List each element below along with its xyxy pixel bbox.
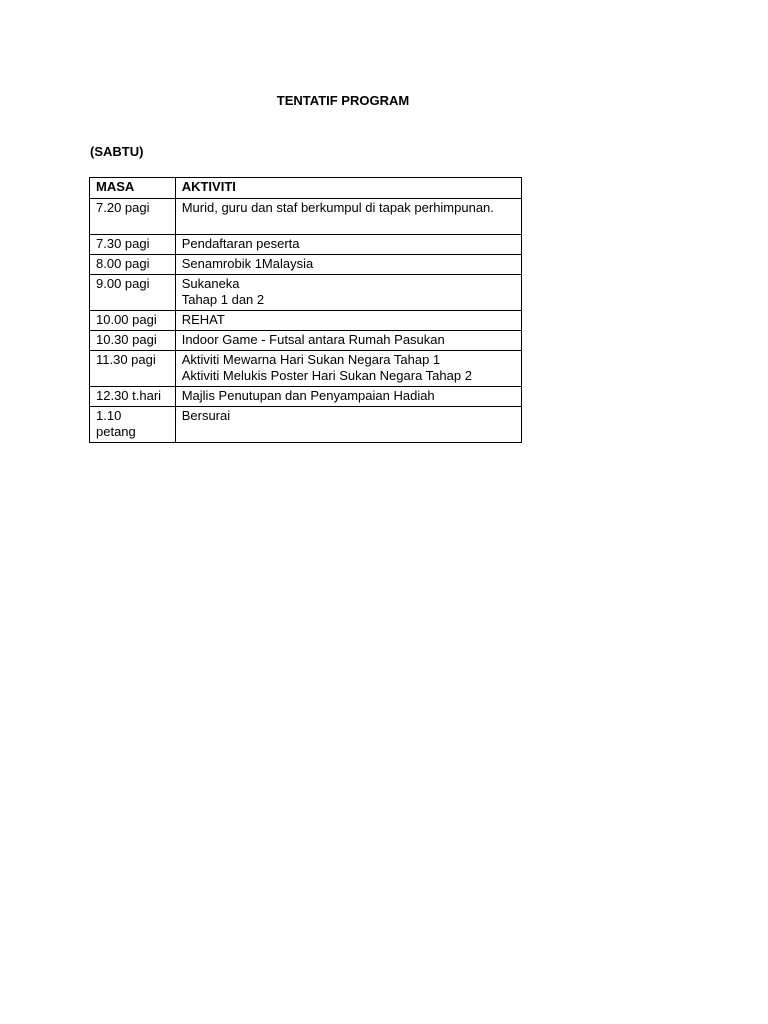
cell-aktiviti xyxy=(175,387,521,407)
masa-text: 7.30 pagi xyxy=(96,236,150,251)
aktiviti-text: Indoor Game - Futsal antara Rumah Pasukan xyxy=(181,332,445,347)
masa-text: 1.10 xyxy=(96,408,122,423)
aktiviti-text: Majlis Penutupan dan Penyampaian Hadiah xyxy=(181,388,435,403)
aktiviti-text: Aktiviti Mewarna Hari Sukan Negara Tahap 1 xyxy=(181,352,441,367)
masa-text: 7.20 pagi xyxy=(96,200,150,215)
aktiviti-text: Tahap 1 dan 2 xyxy=(181,292,265,307)
cell-aktiviti xyxy=(175,407,521,443)
masa-text: 10.30 pagi xyxy=(96,332,157,347)
table-row xyxy=(90,255,522,275)
cell-aktiviti xyxy=(175,331,521,351)
table-row xyxy=(90,199,522,235)
day-label: (SABTU) xyxy=(90,144,144,159)
cell-aktiviti xyxy=(175,255,521,275)
table-row xyxy=(90,235,522,255)
aktiviti-text: Bersurai xyxy=(181,408,231,423)
cell-aktiviti xyxy=(175,235,521,255)
aktiviti-text: Aktiviti Melukis Poster Hari Sukan Negara Tahap 2 xyxy=(181,368,472,383)
cell-masa xyxy=(90,235,176,255)
cell-masa xyxy=(90,255,176,275)
masa-text: 11.30 pagi xyxy=(96,352,156,367)
masa-text: petang xyxy=(96,424,136,439)
cell-masa xyxy=(90,387,176,407)
table-header-row xyxy=(90,178,522,199)
cell-masa xyxy=(90,351,176,387)
aktiviti-text: REHAT xyxy=(181,312,225,327)
table-row xyxy=(90,275,522,311)
schedule-table xyxy=(89,177,522,443)
header-aktiviti: AKTIVITI xyxy=(175,178,521,199)
cell-masa xyxy=(90,199,176,235)
header-masa: MASA xyxy=(90,178,176,199)
table-row xyxy=(90,407,522,443)
aktiviti-text: Senamrobik 1Malaysia xyxy=(181,256,314,271)
table-row xyxy=(90,331,522,351)
cell-masa xyxy=(90,407,176,443)
masa-text: 12.30 t.hari xyxy=(96,388,162,403)
cell-masa xyxy=(90,331,176,351)
page-title: TENTATIF PROGRAM xyxy=(276,93,410,108)
table-row xyxy=(90,387,522,407)
aktiviti-text: Sukaneka xyxy=(181,276,240,291)
cell-masa xyxy=(90,275,176,311)
cell-aktiviti xyxy=(175,351,521,387)
cell-aktiviti xyxy=(175,199,521,235)
masa-text: 9.00 pagi xyxy=(96,276,150,291)
schedule-body xyxy=(90,199,522,443)
aktiviti-text: Pendaftaran peserta xyxy=(181,236,300,251)
table-row xyxy=(90,351,522,387)
masa-text: 10.00 pagi xyxy=(96,312,157,327)
cell-aktiviti xyxy=(175,311,521,331)
aktiviti-text: Murid, guru dan staf berkumpul di tapak perhimpunan. xyxy=(181,200,494,215)
cell-masa xyxy=(90,311,176,331)
cell-aktiviti xyxy=(175,275,521,311)
table-row xyxy=(90,311,522,331)
masa-text: 8.00 pagi xyxy=(96,256,150,271)
